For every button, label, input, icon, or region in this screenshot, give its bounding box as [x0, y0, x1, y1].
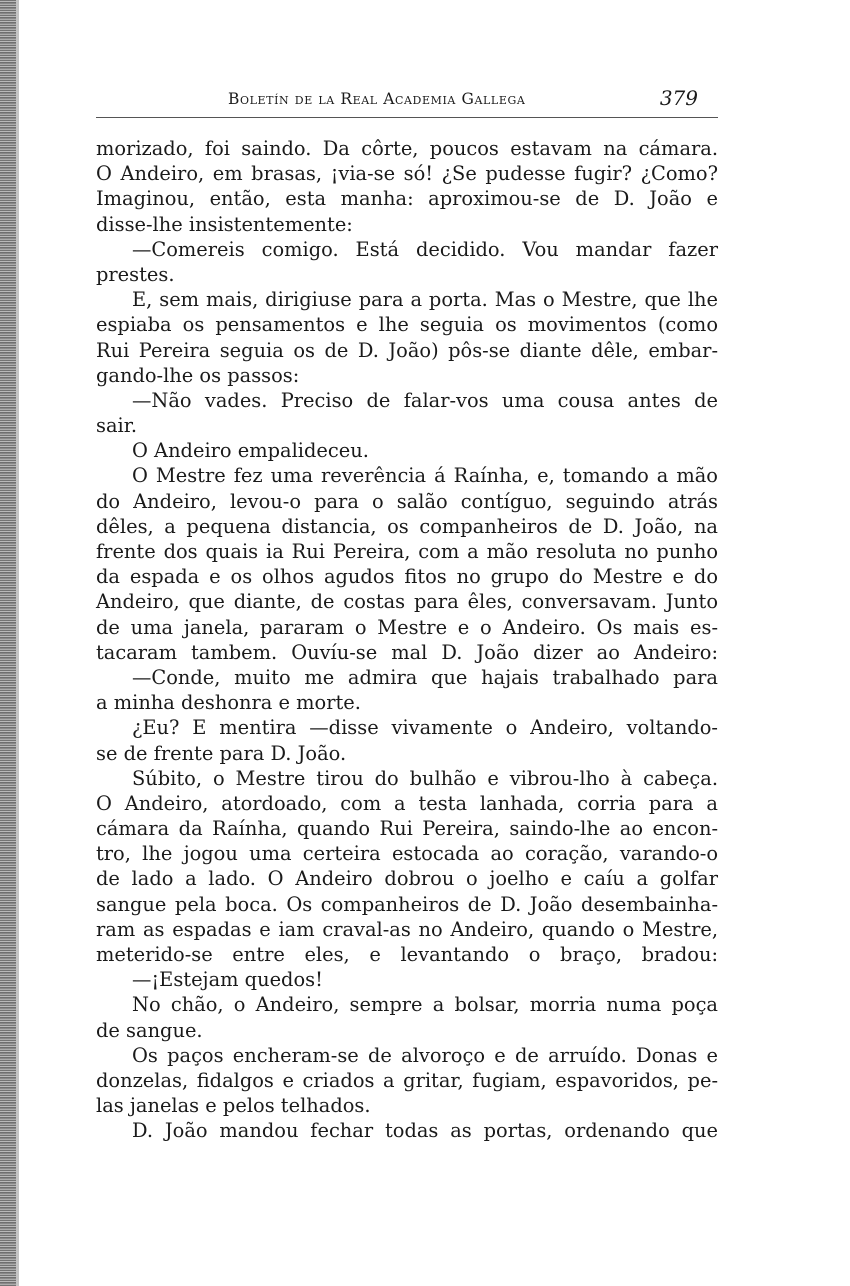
text-line: de uma janela, pararam o Mestre e o Andeiro. Os mais es- [96, 615, 718, 639]
text-line: ram as espadas e iam craval-as no Andeiro, quando o Mestre, [96, 917, 718, 941]
text-line: tacaram tambem. Ouvíu-se mal D. João dizer ao Andeiro: [96, 640, 718, 664]
text-line: O Andeiro empalideceu. [132, 439, 369, 463]
text-line: ¿Eu? E mentira —disse vivamente o Andeiro, voltando- [132, 716, 718, 740]
text-line: cámara da Raínha, quando Rui Pereira, saindo-lhe ao encon- [96, 817, 718, 841]
text-line: Imaginou, então, esta manha: aproximou-se de D. João e [96, 187, 718, 211]
text-line: se de frente para D. João. [96, 741, 347, 765]
text-line: prestes. [96, 262, 175, 286]
text-line: —Não vades. Preciso de falar-vos uma cousa antes de [132, 388, 718, 412]
page-number: 379 [659, 86, 698, 110]
text-line: da espada e os olhos agudos fitos no grupo do Mestre e do [96, 565, 718, 589]
text-line: morizado, foi saindo. Da côrte, poucos estavam na cámara. [96, 137, 718, 160]
page-gutter-shadow [16, 0, 19, 1286]
text-line: —¡Estejam quedos! [132, 968, 323, 992]
text-line: las janelas e pelos telhados. [96, 1094, 371, 1118]
page-header [96, 86, 718, 116]
text-line: de sangue. [96, 1018, 203, 1042]
text-line: espiaba os pensamentos e lhe seguia os movimentos (como [96, 313, 718, 337]
page-body [96, 136, 718, 1144]
text-line: No chão, o Andeiro, sempre a bolsar, morria numa poça [132, 993, 718, 1017]
text-line: de lado a lado. O Andeiro dobrou o joelho e caíu a golfar [96, 867, 718, 891]
text-line: Andeiro, que diante, de costas para êles, conversavam. Junto [96, 590, 718, 614]
text-line: meterido-se entre eles, e levantando o braço, bradou: [96, 943, 718, 966]
text-line: Rui Pereira seguia os de D. João) pôs-se diante dêle, embar- [96, 338, 718, 362]
text-line: O Mestre fez uma reverência á Raínha, e, tomando a mão [132, 464, 718, 488]
text-line: O Andeiro, em brasas, ¡via-se só! ¿Se pudesse fugir? ¿Como? [96, 162, 718, 186]
text-line: —Conde, muito me admira que hajais trabalhado para [132, 665, 718, 689]
text-line: Súbito, o Mestre tirou do bulhão e vibrou-lho à cabeça. [132, 766, 718, 790]
text-line: a minha deshonra e morte. [96, 691, 361, 715]
text-line: disse-lhe insistentemente: [96, 212, 353, 236]
text-line: donzelas, fidalgos e criados a gritar, fugiam, espavoridos, pe- [96, 1068, 718, 1092]
text-line: sangue pela boca. Os companheiros de D. João desembainha- [96, 892, 718, 916]
book-spine-edge [0, 0, 16, 1286]
text-line: sair. [96, 414, 138, 438]
text-line: —Comereis comigo. Está decidido. Vou mandar fazer [132, 237, 718, 261]
text-line: O Andeiro, atordoado, com a testa lanhada, corria para a [96, 791, 718, 815]
text-line: E, sem mais, dirigiuse para a porta. Mas o Mestre, que lhe [132, 288, 718, 312]
text-line: frente dos quais ia Rui Pereira, com a mão resoluta no punho [96, 540, 718, 563]
text-line: gando-lhe os passos: [96, 363, 300, 387]
text-line: tro, lhe jogou uma certeira estocada ao coração, varando-o [96, 842, 718, 866]
text-line: Os paços encheram-se de alvoroço e de arruído. Donas e [132, 1043, 718, 1067]
text-line: dêles, a pequena distancia, os companheiros de D. João, na [96, 514, 718, 538]
header-rule [96, 117, 718, 118]
text-line: do Andeiro, levou-o para o salão contíguo, seguindo atrás [96, 489, 718, 513]
text-line: D. João mandou fechar todas as portas, ordenando que [132, 1119, 718, 1143]
running-title: Boletín de la Real Academia Gallega [228, 90, 526, 108]
